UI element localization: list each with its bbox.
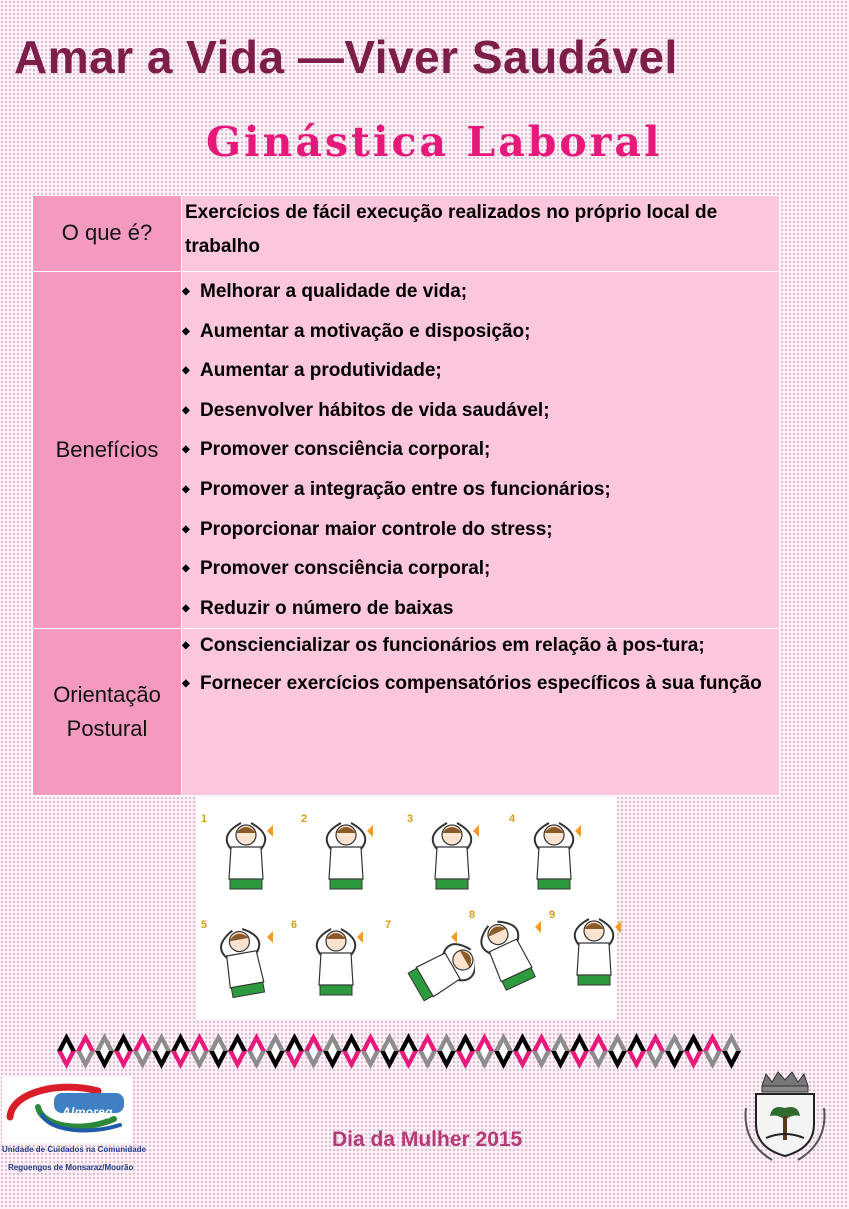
bullet-icon: ◆ <box>182 404 190 416</box>
person-stretch-icon <box>301 813 391 908</box>
bullet-icon: ◆ <box>182 365 190 377</box>
bullet-icon: ◆ <box>182 678 190 690</box>
ucc-logo <box>2 1077 167 1177</box>
posture-item <box>182 629 779 663</box>
what-label: O que é? <box>61 220 153 246</box>
benefit-item <box>182 470 779 510</box>
bullet-icon: ◆ <box>182 563 190 575</box>
exercise-number: 7 <box>385 919 392 931</box>
benefit-item <box>182 430 779 470</box>
exercise-illustration <box>291 919 381 1014</box>
posture-label-line1: Orientação <box>53 682 161 708</box>
exercise-number: 1 <box>201 813 208 825</box>
ucc-name: Unidade de Cuidados na Comunidade <box>2 1145 147 1154</box>
event-text: Dia da Mulher 2015 <box>332 1128 523 1151</box>
bullet-icon: ◆ <box>182 286 190 297</box>
person-stretch-icon <box>549 909 639 1004</box>
person-stretch-icon <box>469 909 559 1004</box>
exercise-illustration <box>201 813 291 908</box>
exercise-illustration <box>385 919 475 1014</box>
diamond-band <box>57 1033 741 1069</box>
page-subtitle: Ginástica Laboral <box>206 118 663 166</box>
what-label-cell <box>33 196 182 272</box>
benefit-item <box>182 312 779 352</box>
benefit-item-text: Melhorar a qualidade de vida; <box>200 281 468 302</box>
exercise-illustration <box>301 813 391 908</box>
benefit-item-text: Promover consciência corporal; <box>200 439 491 461</box>
person-stretch-icon <box>407 813 497 908</box>
benefit-item <box>182 549 779 589</box>
exercise-number: 9 <box>549 909 556 921</box>
bullet-icon: ◆ <box>182 523 190 535</box>
benefit-item <box>182 272 779 312</box>
benefit-item-text: Promover consciência corporal; <box>200 558 491 580</box>
exercise-number: 3 <box>407 813 414 825</box>
person-stretch-icon <box>201 919 291 1014</box>
posture-list <box>182 629 779 701</box>
posture-item <box>182 667 779 701</box>
exercise-number: 2 <box>301 813 308 825</box>
benefit-item <box>182 589 779 629</box>
exercise-illustration <box>469 909 559 1004</box>
person-stretch-icon <box>291 919 381 1014</box>
benefit-item-text: Desenvolver hábitos de vida saudável; <box>200 399 550 421</box>
row-what <box>33 196 780 272</box>
bullet-icon: ◆ <box>182 602 190 614</box>
exercise-number: 5 <box>201 919 208 931</box>
benefit-item-text: Aumentar a motivação e disposição; <box>200 320 531 342</box>
posture-label-line2: Postural <box>66 716 148 742</box>
benefit-item <box>182 391 779 431</box>
posture-item-text: Consciencializar os funcionários em relação à pos-tura; <box>200 635 705 657</box>
info-table <box>32 195 780 796</box>
benefit-item <box>182 510 779 550</box>
exercise-illustration <box>549 909 639 1004</box>
ucc-logo-brand: Almoreg <box>62 1105 113 1119</box>
bullet-icon: ◆ <box>182 640 190 652</box>
posture-label-cell <box>33 629 182 796</box>
exercise-illustration <box>509 813 599 908</box>
exercise-illustration <box>407 813 497 908</box>
what-text-cell <box>182 196 780 272</box>
ucc-location: Reguengos de Monsaraz/Mourão <box>8 1163 134 1172</box>
benefits-list-cell <box>182 272 780 629</box>
benefit-item-text: Reduzir o número de baixas <box>200 597 454 619</box>
row-posture <box>33 629 780 796</box>
benefit-item-text: Proporcionar maior controle do stress; <box>200 518 553 540</box>
row-benefits <box>33 272 780 629</box>
bullet-icon: ◆ <box>182 444 190 456</box>
exercise-illustration <box>201 919 291 1014</box>
bullet-icon: ◆ <box>182 483 190 495</box>
exercise-number: 4 <box>509 813 516 825</box>
benefit-item <box>182 351 779 391</box>
benefit-item-text: Aumentar a produtividade; <box>200 360 442 382</box>
exercise-number: 8 <box>469 909 476 921</box>
posture-list-cell <box>182 629 780 796</box>
person-stretch-icon <box>509 813 599 908</box>
person-stretch-icon <box>201 813 291 908</box>
posture-item-text: Fornecer exercícios compensatórios específicos à sua função <box>200 673 762 695</box>
benefits-label-cell <box>33 272 182 629</box>
benefits-label: Benefícios <box>55 437 159 463</box>
exercise-illustrations <box>197 797 617 1019</box>
benefits-list <box>182 272 779 628</box>
what-text: Exercícios de fácil execução realizados no próprio local de trabalho <box>185 202 718 257</box>
person-stretch-icon <box>385 919 475 1014</box>
municipal-crest-icon <box>742 1068 828 1162</box>
exercise-number: 6 <box>291 919 298 931</box>
page-title: Amar a Vida —Viver Saudável <box>14 31 678 83</box>
bullet-icon: ◆ <box>182 325 190 337</box>
benefit-item-text: Promover a integração entre os funcionários; <box>200 478 611 500</box>
